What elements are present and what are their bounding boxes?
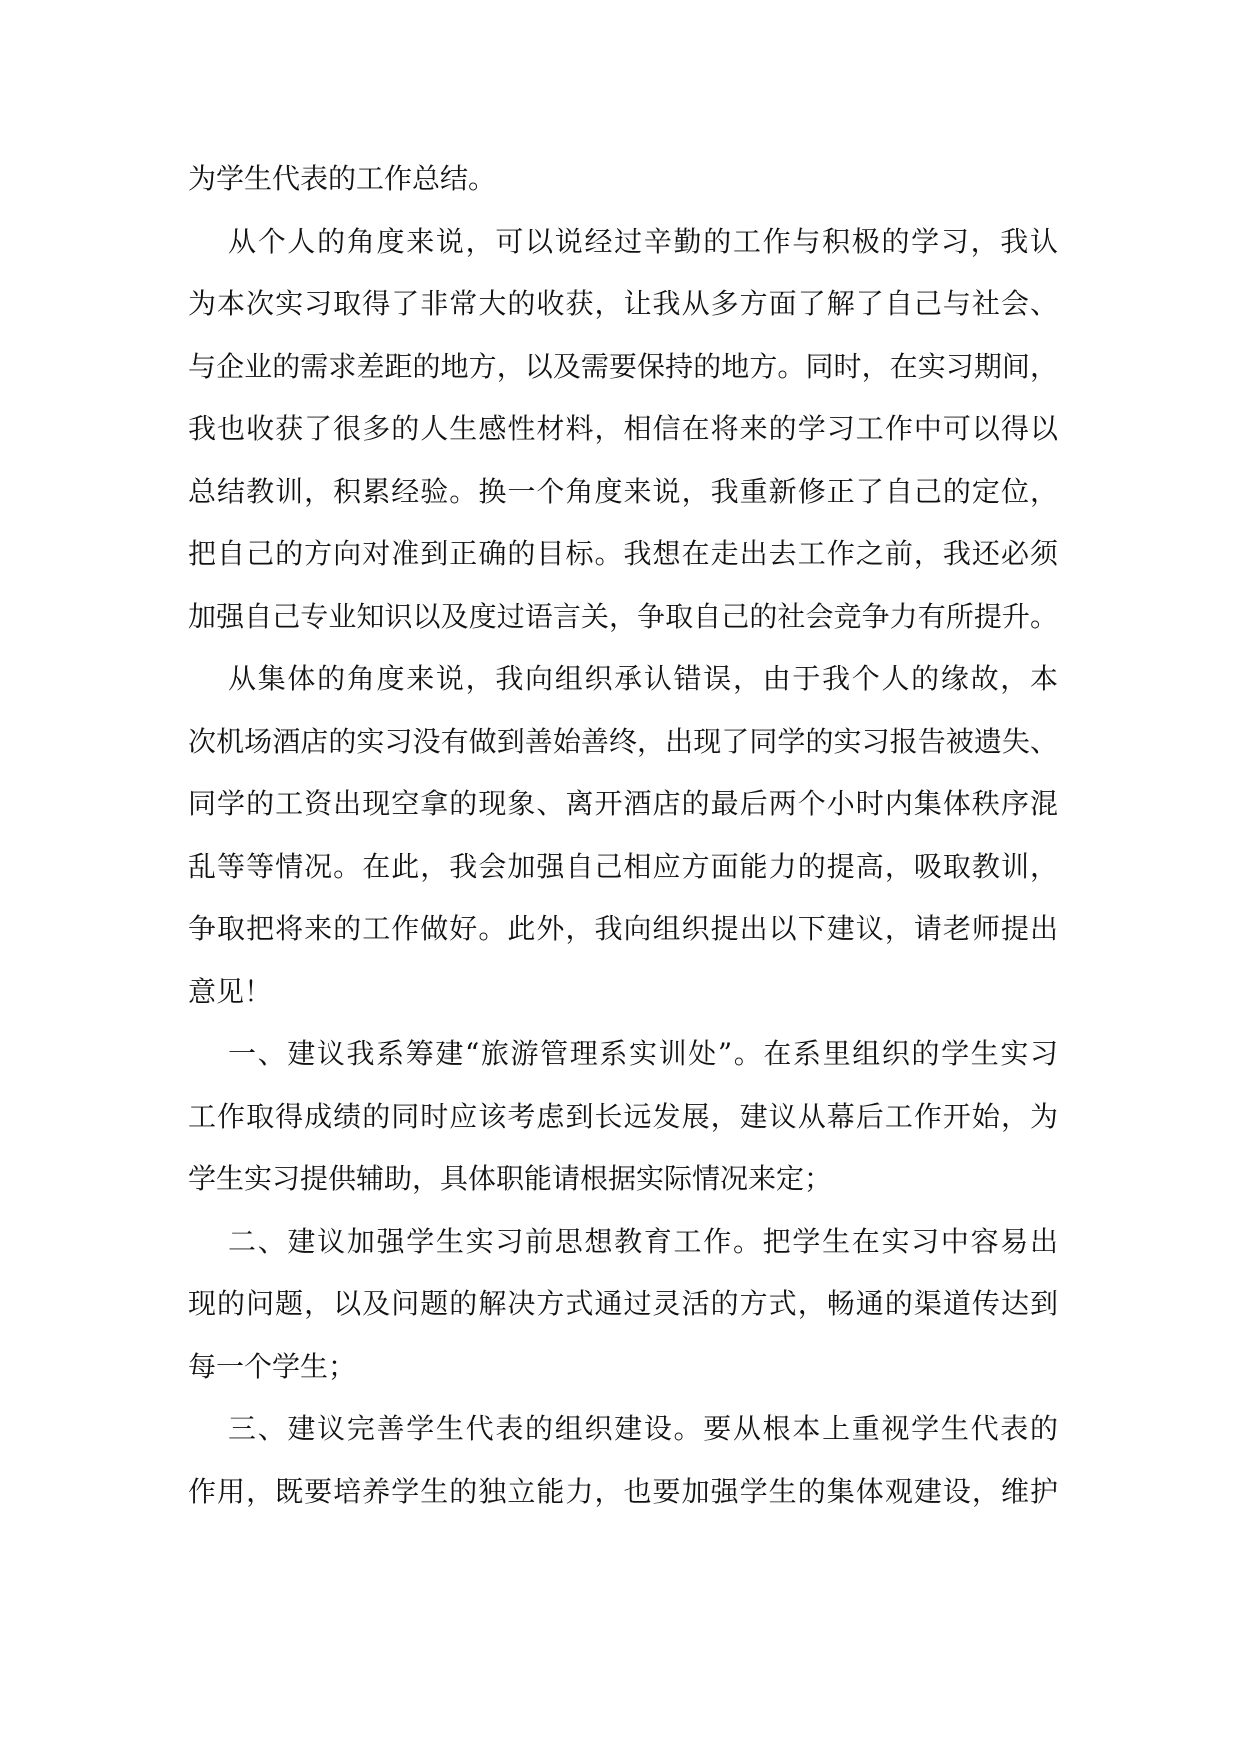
text-line-10: 次机场酒店的实习没有做到善始善终，出现了同学的实习报告被遗失、 <box>188 724 1058 758</box>
text-line-18: 二、建议加强学生实习前思想教育工作。把学生在实习中容易出 <box>228 1224 1058 1258</box>
text-line-20: 每一个学生； <box>188 1349 357 1383</box>
text-line-11: 同学的工资出现空拿的现象、离开酒店的最后两个小时内集体秩序混 <box>188 787 1058 820</box>
text-line-22: 作用，既要培养学生的独立能力，也要加强学生的集体观建设，维护 <box>188 1474 1058 1508</box>
text-line-5: 我也收获了很多的人生感性材料，相信在将来的学习工作中可以得以 <box>188 412 1058 445</box>
text-line-6: 总结教训，积累经验。换一个角度来说，我重新修正了自己的定位， <box>188 474 1058 508</box>
text-line-15: 一、建议我系筹建“旅游管理系实训处”。在系里组织的学生实习 <box>228 1037 1058 1070</box>
text-line-2: 从个人的角度来说，可以说经过辛勤的工作与积极的学习，我认 <box>228 224 1058 258</box>
text-line-12: 乱等等情况。在此，我会加强自己相应方面能力的提高，吸取教训， <box>188 849 1058 883</box>
text-line-4: 与企业的需求差距的地方，以及需要保持的地方。同时，在实习期间， <box>188 349 1058 383</box>
text-line-7: 把自己的方向对准到正确的目标。我想在走出去工作之前，我还必须 <box>188 537 1058 570</box>
text-line-8: 加强自己专业知识以及度过语言关，争取自己的社会竞争力有所提升。 <box>188 599 1058 633</box>
text-line-1: 为学生代表的工作总结。 <box>188 162 497 195</box>
text-line-14: 意见！ <box>188 974 273 1008</box>
text-line-19: 现的问题，以及问题的解决方式通过灵活的方式，畅通的渠道传达到 <box>188 1287 1058 1320</box>
text-line-16: 工作取得成绩的同时应该考虑到长远发展，建议从幕后工作开始，为 <box>188 1099 1058 1133</box>
text-line-3: 为本次实习取得了非常大的收获，让我从多方面了解了自己与社会、 <box>188 287 1058 320</box>
text-line-17: 学生实习提供辅助，具体职能请根据实际情况来定； <box>188 1162 833 1195</box>
text-line-21: 三、建议完善学生代表的组织建设。要从根本上重视学生代表的 <box>228 1412 1058 1445</box>
text-line-9: 从集体的角度来说，我向组织承认错误，由于我个人的缘故，本 <box>228 662 1058 695</box>
document-body <box>188 148 1058 1523</box>
text-line-13: 争取把将来的工作做好。此外，我向组织提出以下建议，请老师提出 <box>188 912 1058 945</box>
